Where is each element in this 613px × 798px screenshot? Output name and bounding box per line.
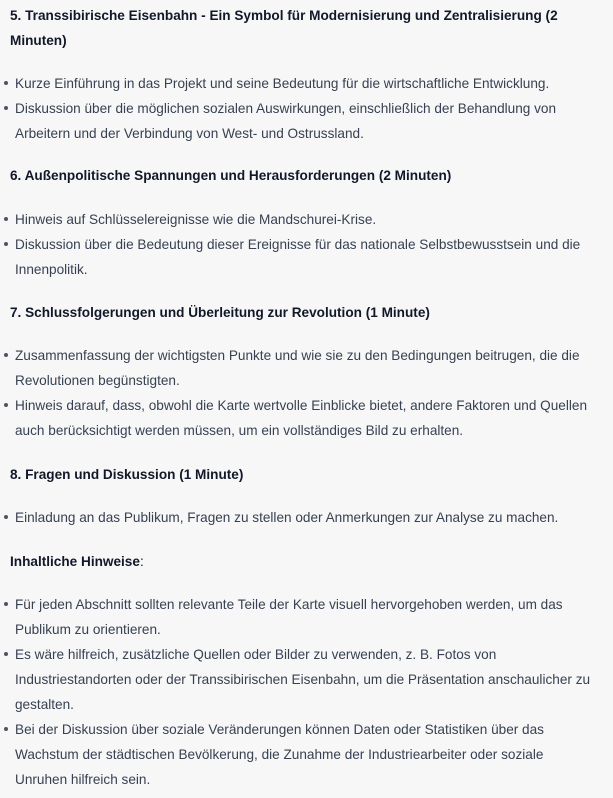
section-list-7: [8, 343, 598, 443]
bullet-icon: [4, 652, 8, 656]
list-item-text: Es wäre hilfreich, zusätzliche Quellen oder Bilder zu verwenden, z. B. Fotos von Industriestandorten oder der Transsibirischen Eisenbahn, um die Präsentation anschaulicher zu gestalten.: [15, 647, 591, 712]
bullet-icon: [4, 242, 8, 246]
list-item: [8, 343, 598, 393]
list-item-text: Diskussion über die Bedeutung dieser Ereignisse für das nationale Selbstbewusstsein und die Innenpolitik.: [15, 237, 581, 277]
list-item: [8, 207, 598, 232]
section-heading-7: 7. Schlussfolgerungen und Überleitung zur Revolution (1 Minute): [10, 305, 430, 320]
list-item-text: Hinweis auf Schlüsselereignisse wie die Mandschurei-Krise.: [15, 212, 377, 227]
list-item: [8, 393, 598, 443]
bullet-icon: [4, 727, 8, 731]
section-list-5: [8, 71, 598, 146]
list-item: [8, 71, 598, 96]
list-item: [8, 96, 598, 146]
list-item-text: Für jeden Abschnitt sollten relevante Teile der Karte visuell hervorgehoben werden, um das Publikum zu orientieren.: [15, 597, 563, 637]
list-item-text: Hinweis darauf, dass, obwohl die Karte wertvolle Einblicke bietet, andere Faktoren und Quellen auch berücksichtigt werden müssen, um ein vollständiges Bild zu erhalten.: [15, 398, 588, 438]
section-heading-content-notes: [8, 549, 600, 574]
list-item: [8, 232, 598, 282]
bullet-icon: [4, 515, 8, 519]
heading-text: Inhaltliche Hinweise: [10, 554, 140, 569]
section-heading-8: 8. Fragen und Diskussion (1 Minute): [10, 467, 244, 482]
list-item: [8, 717, 598, 792]
list-item-text: Zusammenfassung der wichtigsten Punkte und wie sie zu den Bedingungen beitrugen, die die Revolutionen begünstigten.: [15, 348, 580, 388]
list-item-text: Einladung an das Publikum, Fragen zu stellen oder Anmerkungen zur Analyse zu machen.: [15, 510, 559, 525]
list-item-text: Kurze Einführung in das Projekt und seine Bedeutung für die wirtschaftliche Entwicklung.: [15, 76, 550, 91]
bullet-icon: [4, 353, 8, 357]
heading-colon: :: [139, 554, 144, 569]
bullet-icon: [4, 217, 8, 221]
section-list-8: [8, 505, 598, 530]
section-heading-5: 5. Transsibirische Eisenbahn - Ein Symbol für Modernisierung und Zentralisierung (2 Minuten): [10, 8, 558, 48]
bullet-icon: [4, 602, 8, 606]
section-heading-6: 6. Außenpolitische Spannungen und Herausforderungen (2 Minuten): [10, 168, 452, 183]
bullet-icon: [4, 106, 8, 110]
list-item: [8, 505, 598, 530]
list-item: [8, 642, 598, 717]
bullet-icon: [4, 81, 8, 85]
bullet-icon: [4, 403, 8, 407]
section-list-content-notes: [8, 592, 598, 792]
section-list-6: [8, 207, 598, 282]
list-item: [8, 592, 598, 642]
list-item-text: Bei der Diskussion über soziale Veränderungen können Daten oder Statistiken über das Wachstum der städtischen Bevölkerung, die Zunahme der Industriearbeiter oder soziale Unruhen hilfreich sein.: [15, 722, 544, 787]
list-item-text: Diskussion über die möglichen sozialen Auswirkungen, einschließlich der Behandlung von Arbeitern und der Verbindung von West- und Ostrussland.: [15, 101, 557, 141]
